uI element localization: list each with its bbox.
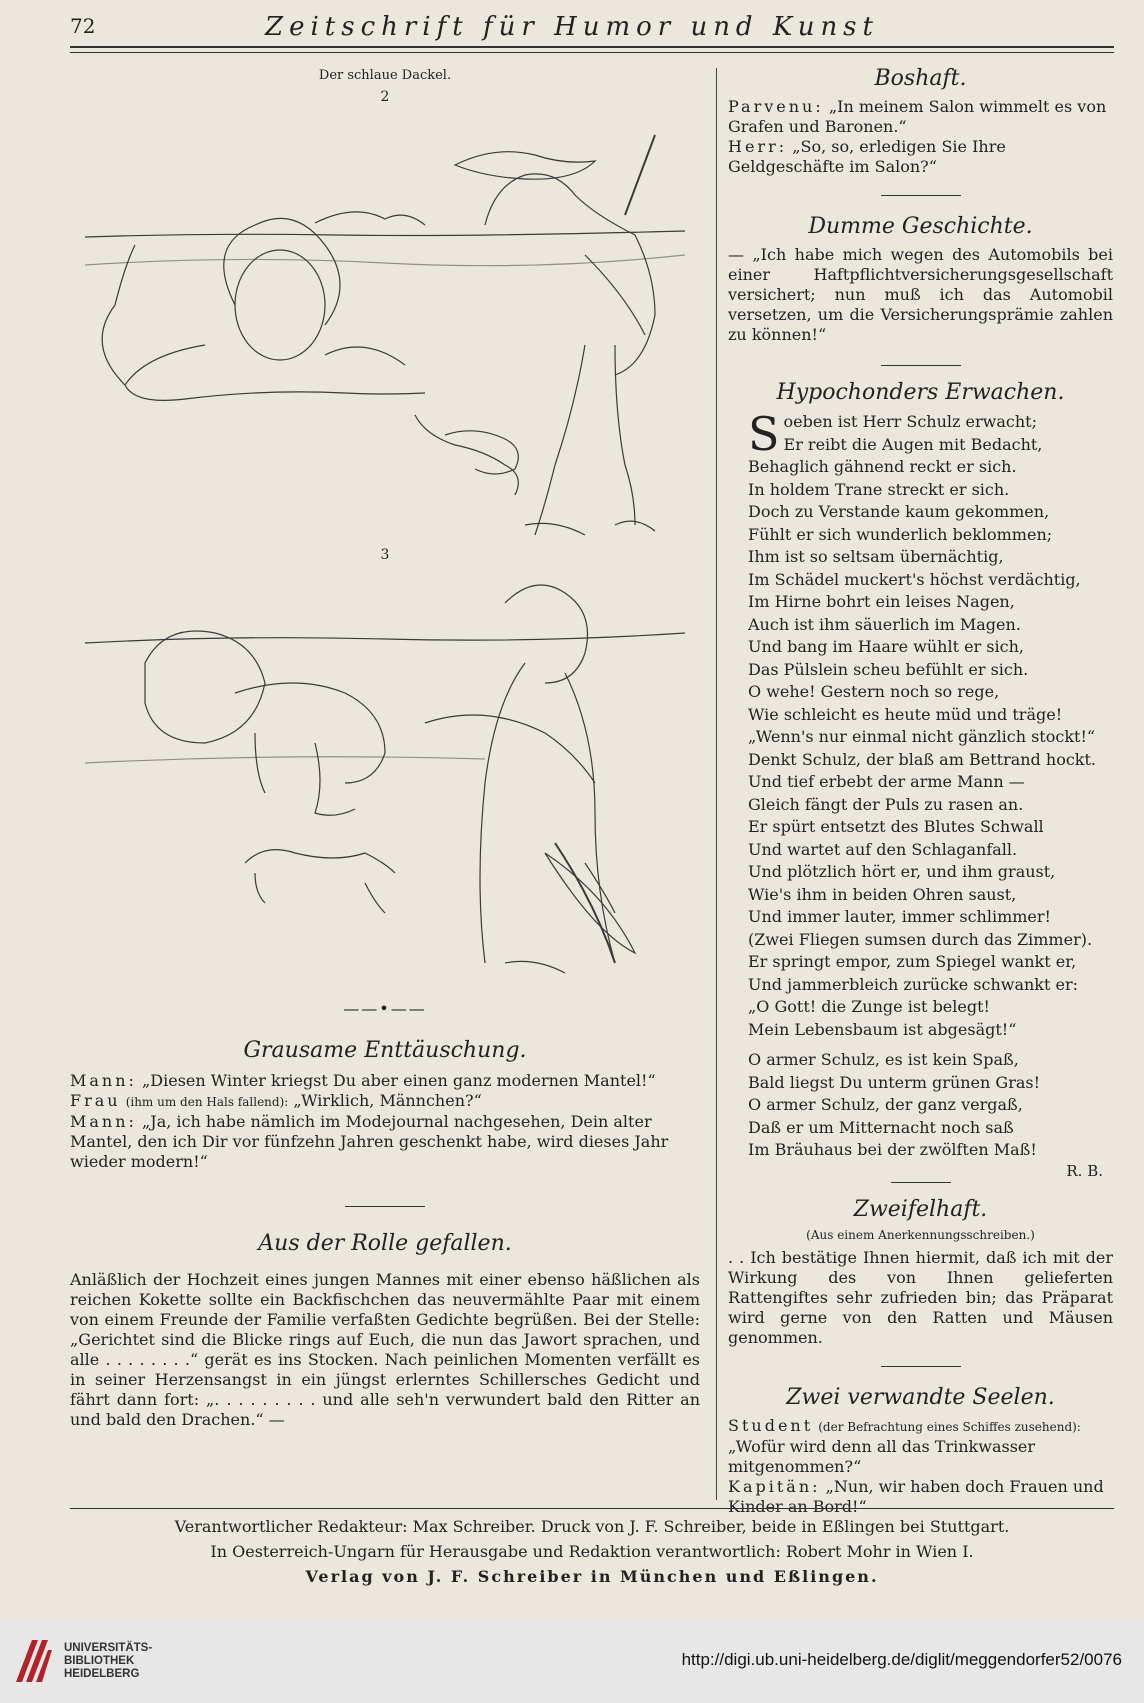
imprint-line-3: Verlag von J. F. Schreiber in München und Eßlingen. (305, 1567, 879, 1586)
article-title-hypochonder: Hypochonders Erwachen. (776, 380, 1065, 405)
poem-line: Und jammerbleich zurücke schwankt er: (748, 974, 1079, 994)
section-rule (891, 1182, 951, 1183)
poem-line: In holdem Trane streckt er sich. (748, 479, 1010, 499)
header-rule (70, 46, 1114, 53)
poem-line: Und tief erbebt der arme Mann — (748, 772, 1025, 791)
dialogue-text: „Nun, wir haben doch Frauen und Kinder an Bord!“ (728, 1476, 1104, 1516)
library-name[interactable] (64, 1642, 152, 1681)
ornament-divider: ——•—— (343, 999, 427, 1018)
library-name-line: BIBLIOTHEK (64, 1655, 135, 1667)
poem-line: Denkt Schulz, der blaß am Bettrand hockt. (748, 749, 1096, 769)
poem-line: Auch ist ihm säuerlich im Magen. (748, 614, 1021, 634)
article-boshaft-body (728, 97, 1113, 177)
article-title-zweifelhaft: Zweifelhaft. (853, 1196, 988, 1222)
drop-cap: S (748, 407, 780, 461)
article-dumme-body: — „Ich habe mich wegen des Automobils bei einer Haftpflichtversicherungsgesellschaft versichert; nun muß ich das Automobil versetzen, um die Versicherungsprämie zahlen zu können!“ (728, 245, 1113, 344)
poem-line: Ihm ist so seltsam übernächtig, (748, 547, 1004, 566)
right-column (728, 60, 1113, 1516)
section-rule (881, 365, 961, 366)
poem-line: Gleich fängt der Puls zu rasen an. (748, 794, 1024, 814)
lion-fleeing-drawing (85, 563, 685, 983)
dialogue-line (70, 1071, 700, 1091)
poem-line: Behaglich gähnend reckt er sich. (748, 457, 1017, 476)
dialogue-text: „In meinem Salon wimmelt es von Grafen und Baronen.“ (728, 97, 1107, 136)
dialogue-line (728, 1416, 1113, 1477)
left-column (70, 60, 700, 1500)
column-divider (716, 68, 717, 1500)
dialogue-text: „Wirklich, Männchen?“ (293, 1091, 482, 1110)
speaker-label: Kapitän: (728, 1476, 821, 1496)
section-rule (345, 1206, 425, 1207)
article-title-rolle: Aus der Rolle gefallen. (258, 1231, 512, 1256)
poem-line: „Wenn's nur einmal nicht gänzlich stockt!“ (748, 727, 1096, 746)
dialogue-text: „Diesen Winter kriegst Du aber einen ganz modernen Mantel!“ (142, 1071, 656, 1090)
viewer-footer-bar (0, 1620, 1144, 1703)
dialogue-text: „So, so, erledigen Sie Ihre Geldgeschäfte im Salon?“ (728, 137, 1006, 176)
speaker-label: Mann: (70, 1071, 137, 1090)
library-name-line: HEIDELBERG (64, 1668, 140, 1680)
imprint-line-1: Verantwortlicher Redakteur: Max Schreiber. Druck von J. F. Schreiber, beide in Eßlingen bei Stuttgart. (174, 1517, 1010, 1536)
library-name-line: UNIVERSITÄTS- (64, 1642, 153, 1654)
poem-line: Wie schleicht es heute müd und träge! (748, 704, 1063, 724)
speaker-label: Herr: (728, 137, 788, 156)
poem-line: Bald liegst Du unterm grünen Gras! (748, 1072, 1041, 1092)
illustration-caption: Der schlaue Dackel. (318, 68, 452, 83)
figure-number-3: 3 (380, 547, 390, 563)
figure-number-2: 2 (380, 89, 390, 105)
speaker-label: Parvenu: (728, 97, 824, 116)
section-rule (881, 1366, 961, 1367)
poem-line: Im Bräuhaus bei der zwölften Maß! (748, 1140, 1037, 1159)
poem-line: (Zwei Fliegen sumsen durch das Zimmer). (748, 929, 1093, 949)
article-grausame-body (70, 1071, 700, 1172)
article-title-seelen: Zwei verwandte Seelen. (786, 1384, 1055, 1410)
poem-line: Er reibt die Augen mit Bedacht, (783, 434, 1043, 454)
poem-line: O wehe! Gestern noch so rege, (748, 682, 1000, 701)
footer-rule (70, 1508, 1114, 1509)
dialogue-line (70, 1091, 700, 1112)
dialogue-line (728, 137, 1113, 177)
imprint-line-2: In Oesterreich-Ungarn für Herausgabe und Redaktion verantwortlich: Robert Mohr in Wien I. (210, 1542, 974, 1561)
article-title-boshaft: Boshaft. (874, 66, 967, 91)
poem-line: Und wartet auf den Schlaganfall. (748, 839, 1018, 859)
permalink-url[interactable]: http://digi.ub.uni-heidelberg.de/diglit/meggendorfer52/0076 (681, 1650, 1122, 1669)
running-head (70, 8, 1074, 44)
poem-line: O armer Schulz, der ganz vergaß, (748, 1095, 1023, 1114)
poem-line: Er springt empor, zum Spiegel wankt er, (748, 952, 1077, 971)
poem-line: Und bang im Haare wühlt er sich, (748, 637, 1024, 656)
article-title-grausame: Grausame Enttäuschung. (243, 1038, 527, 1063)
speaker-label: Mann: (70, 1112, 137, 1131)
university-library-logo-icon[interactable] (12, 1636, 56, 1686)
poem-line: Er spürt entsetzt des Blutes Schwall (748, 817, 1044, 836)
illustration-lion-dachshund-2 (85, 563, 685, 987)
poem-line: Im Hirne bohrt ein leises Nagen, (748, 592, 1015, 611)
article-rolle-body: Anläßlich der Hochzeit eines jungen Mannes mit einer ebenso häßlichen als reichen Kokette sollte ein Backfischchen das neuvermählte Paar mit einem von einem Freunde der Familie verfaßten Gedichte begrüßen. Bei der Stelle: „Gerichtet sind die Blicke rings auf Euch, die nun das Jawort sprachen, und alle . . . . . . . .“ gerät es ins Stocken. Nach peinlichen Momenten verfällt es in seiner Herzensangst in ein jüngst erlerntes Schillersches Gedicht und fährt dann fort: „. . . . . . . . . und alle seh'n verwundert bald den Ritter an und bald den Drachen.“ — (70, 1270, 700, 1429)
dialogue-line (70, 1112, 700, 1172)
article-subtitle: (Aus einem Anerkennungsschreiben.) (806, 1227, 1035, 1242)
poem-line: Fühlt er sich wunderlich beklommen; (748, 524, 1053, 544)
dialogue-line (728, 1477, 1113, 1517)
poem-line: Und plötzlich hört er, und ihm graust, (748, 862, 1056, 881)
poem-line: Daß er um Mitternacht noch saß (748, 1117, 1014, 1137)
speaker-label: Student (728, 1415, 814, 1435)
dialogue-text: „Wofür wird denn all das Trinkwasser mitgenommen?“ (728, 1436, 1036, 1476)
dialogue-line (728, 97, 1113, 137)
poem-line-text: oeben ist Herr Schulz erwacht; (783, 412, 1037, 431)
imprint (70, 1514, 1114, 1589)
dialogue-text: „Ja, ich habe nämlich im Modejournal nachgesehen, Dein alter Mantel, den ich Dir vor fünfzehn Jahren geschenkt habe, wird dieses Jahr wieder modern!“ (70, 1112, 669, 1171)
poem-hypochonder (728, 407, 1113, 1162)
stage-direction: (ihm um den Hals fallend): (125, 1095, 289, 1109)
poem-line: Wie's ihm in beiden Ohren saust, (748, 884, 1017, 904)
journal-title: Zeitschrift für Humor und Kunst (265, 12, 879, 42)
page-number: 72 (70, 14, 96, 38)
stanza-gap (748, 1041, 1113, 1049)
poem-line: Doch zu Verstande kaum gekommen, (748, 502, 1050, 521)
stage-direction: (der Befrachtung eines Schiffes zusehend): (818, 1419, 1081, 1434)
article-zweifelhaft-body: . . Ich bestätige Ihnen hiermit, daß ich mit der Wirkung des von Ihnen gelieferten Rattengiftes sehr zufrieden bin; das Präparat wird gerne von den Ratten und Mäusen genommen. (728, 1247, 1113, 1347)
speaker-label: Frau (70, 1091, 121, 1110)
poem-line: Und immer lauter, immer schlimmer! (748, 907, 1051, 926)
poem-line: „O Gott! die Zunge ist belegt! (748, 997, 990, 1016)
poem-signature: R. B. (1066, 1161, 1103, 1180)
section-rule (881, 195, 961, 196)
poem-line: Im Schädel muckert's höchst verdächtig, (748, 569, 1081, 589)
poem-line: O armer Schulz, es ist kein Spaß, (748, 1050, 1019, 1069)
lion-scene-drawing (85, 105, 685, 545)
illustration-lion-dachshund-1 (85, 105, 685, 549)
article-seelen-body (728, 1416, 1113, 1517)
poem-line: Mein Lebensbaum ist abgesägt!“ (748, 1019, 1017, 1039)
poem-line: Das Pülslein scheu befühlt er sich. (748, 659, 1029, 679)
article-title-dumme: Dumme Geschichte. (808, 214, 1033, 239)
